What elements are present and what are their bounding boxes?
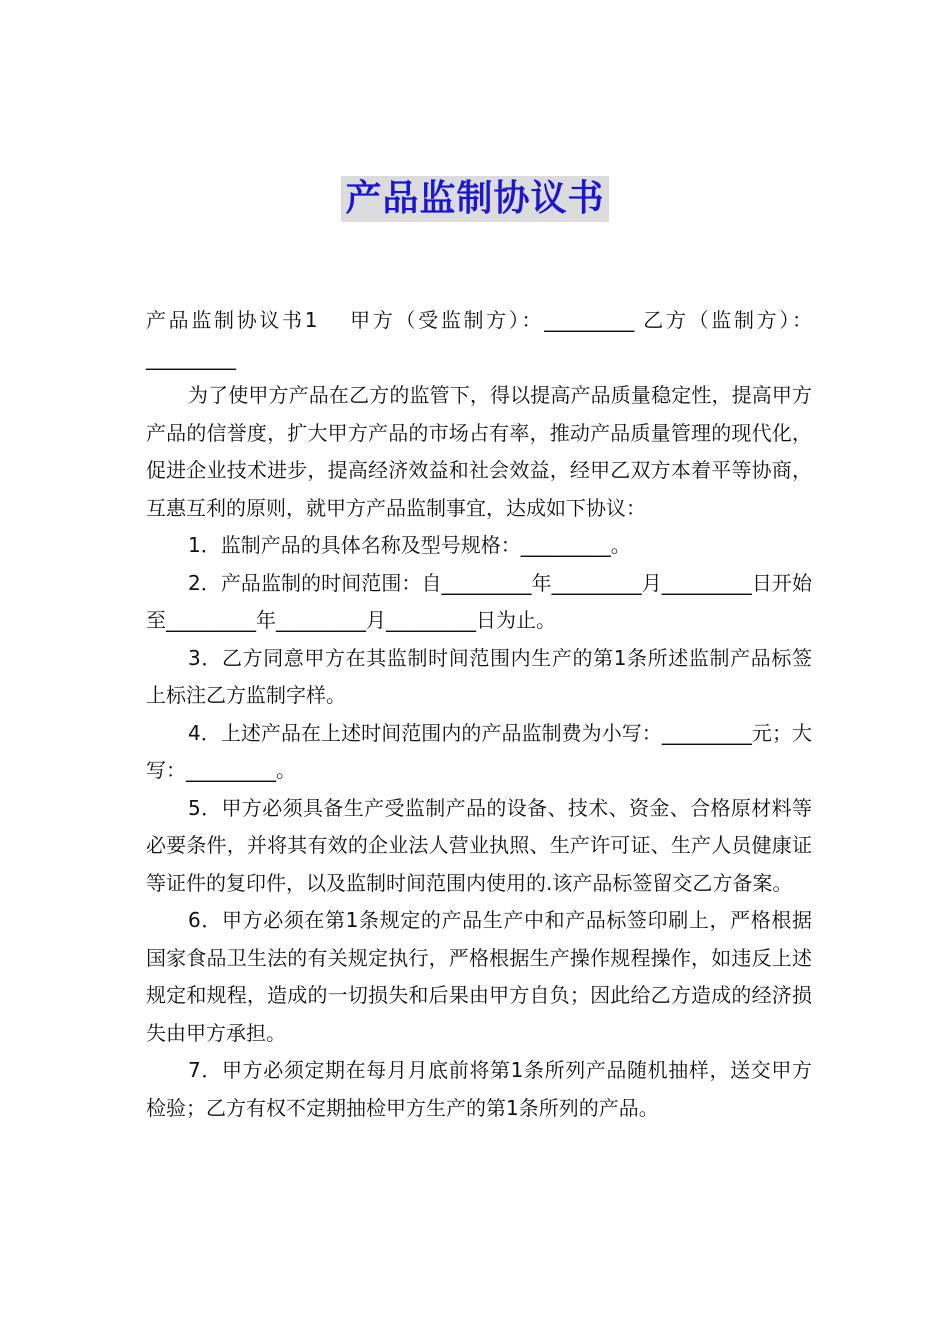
document-body — [146, 302, 812, 1127]
preamble-paragraph: 为了使甲方产品在乙方的监管下，得以提高产品质量稳定性，提高甲方产品的信誉度，扩大甲方产品的市场占有率，推动产品质量管理的现代化，促进企业技术进步，提高经济效益和社会效益，经甲乙双方本着平等协商，互惠互利的原则，就甲方产品监制事宜，达成如下协议： — [146, 383, 812, 520]
clause-5: 5．甲方必须具备生产受监制产品的设备、技术、资金、合格原材料等必要条件，并将其有效的企业法人营业执照、生产许可证、生产人员健康证等证件的复印件，以及监制时间范围内使用的.该产品标签留交乙方备案。 — [146, 795, 812, 895]
clause-1: 1．监制产品的具体名称及型号规格：_________。 — [188, 533, 631, 557]
intro-line — [146, 302, 812, 377]
intro-label: 产品监制协议书1 — [146, 308, 318, 332]
intro-parties: 甲方（受监制方）：_________ 乙方（监制方）：_________ — [146, 308, 812, 370]
clause-4: 4．上述产品在上述时间范围内的产品监制费为小写：_________元；大写：_________。 — [146, 720, 812, 782]
title-container — [0, 176, 950, 222]
clause-7: 7．甲方必须定期在每月月底前将第1条所列产品随机抽样，送交甲方检验；乙方有权不定期抽检甲方生产的第1条所列的产品。 — [146, 1058, 812, 1120]
document-title: 产品监制协议书 — [341, 176, 608, 222]
clause-2: 2．产品监制的时间范围：自_________年_________月_________日开始至_________年_________月_________日为止。 — [146, 570, 812, 632]
clause-3: 3．乙方同意甲方在其监制时间范围内生产的第1条所述监制产品标签上标注乙方监制字样。 — [146, 645, 812, 707]
clause-6: 6．甲方必须在第1条规定的产品生产中和产品标签印刷上，严格根据国家食品卫生法的有关规定执行，严格根据生产操作规程操作，如违反上述规定和规程，造成的一切损失和后果由甲方自负；因此给乙方造成的经济损失由甲方承担。 — [146, 908, 812, 1045]
